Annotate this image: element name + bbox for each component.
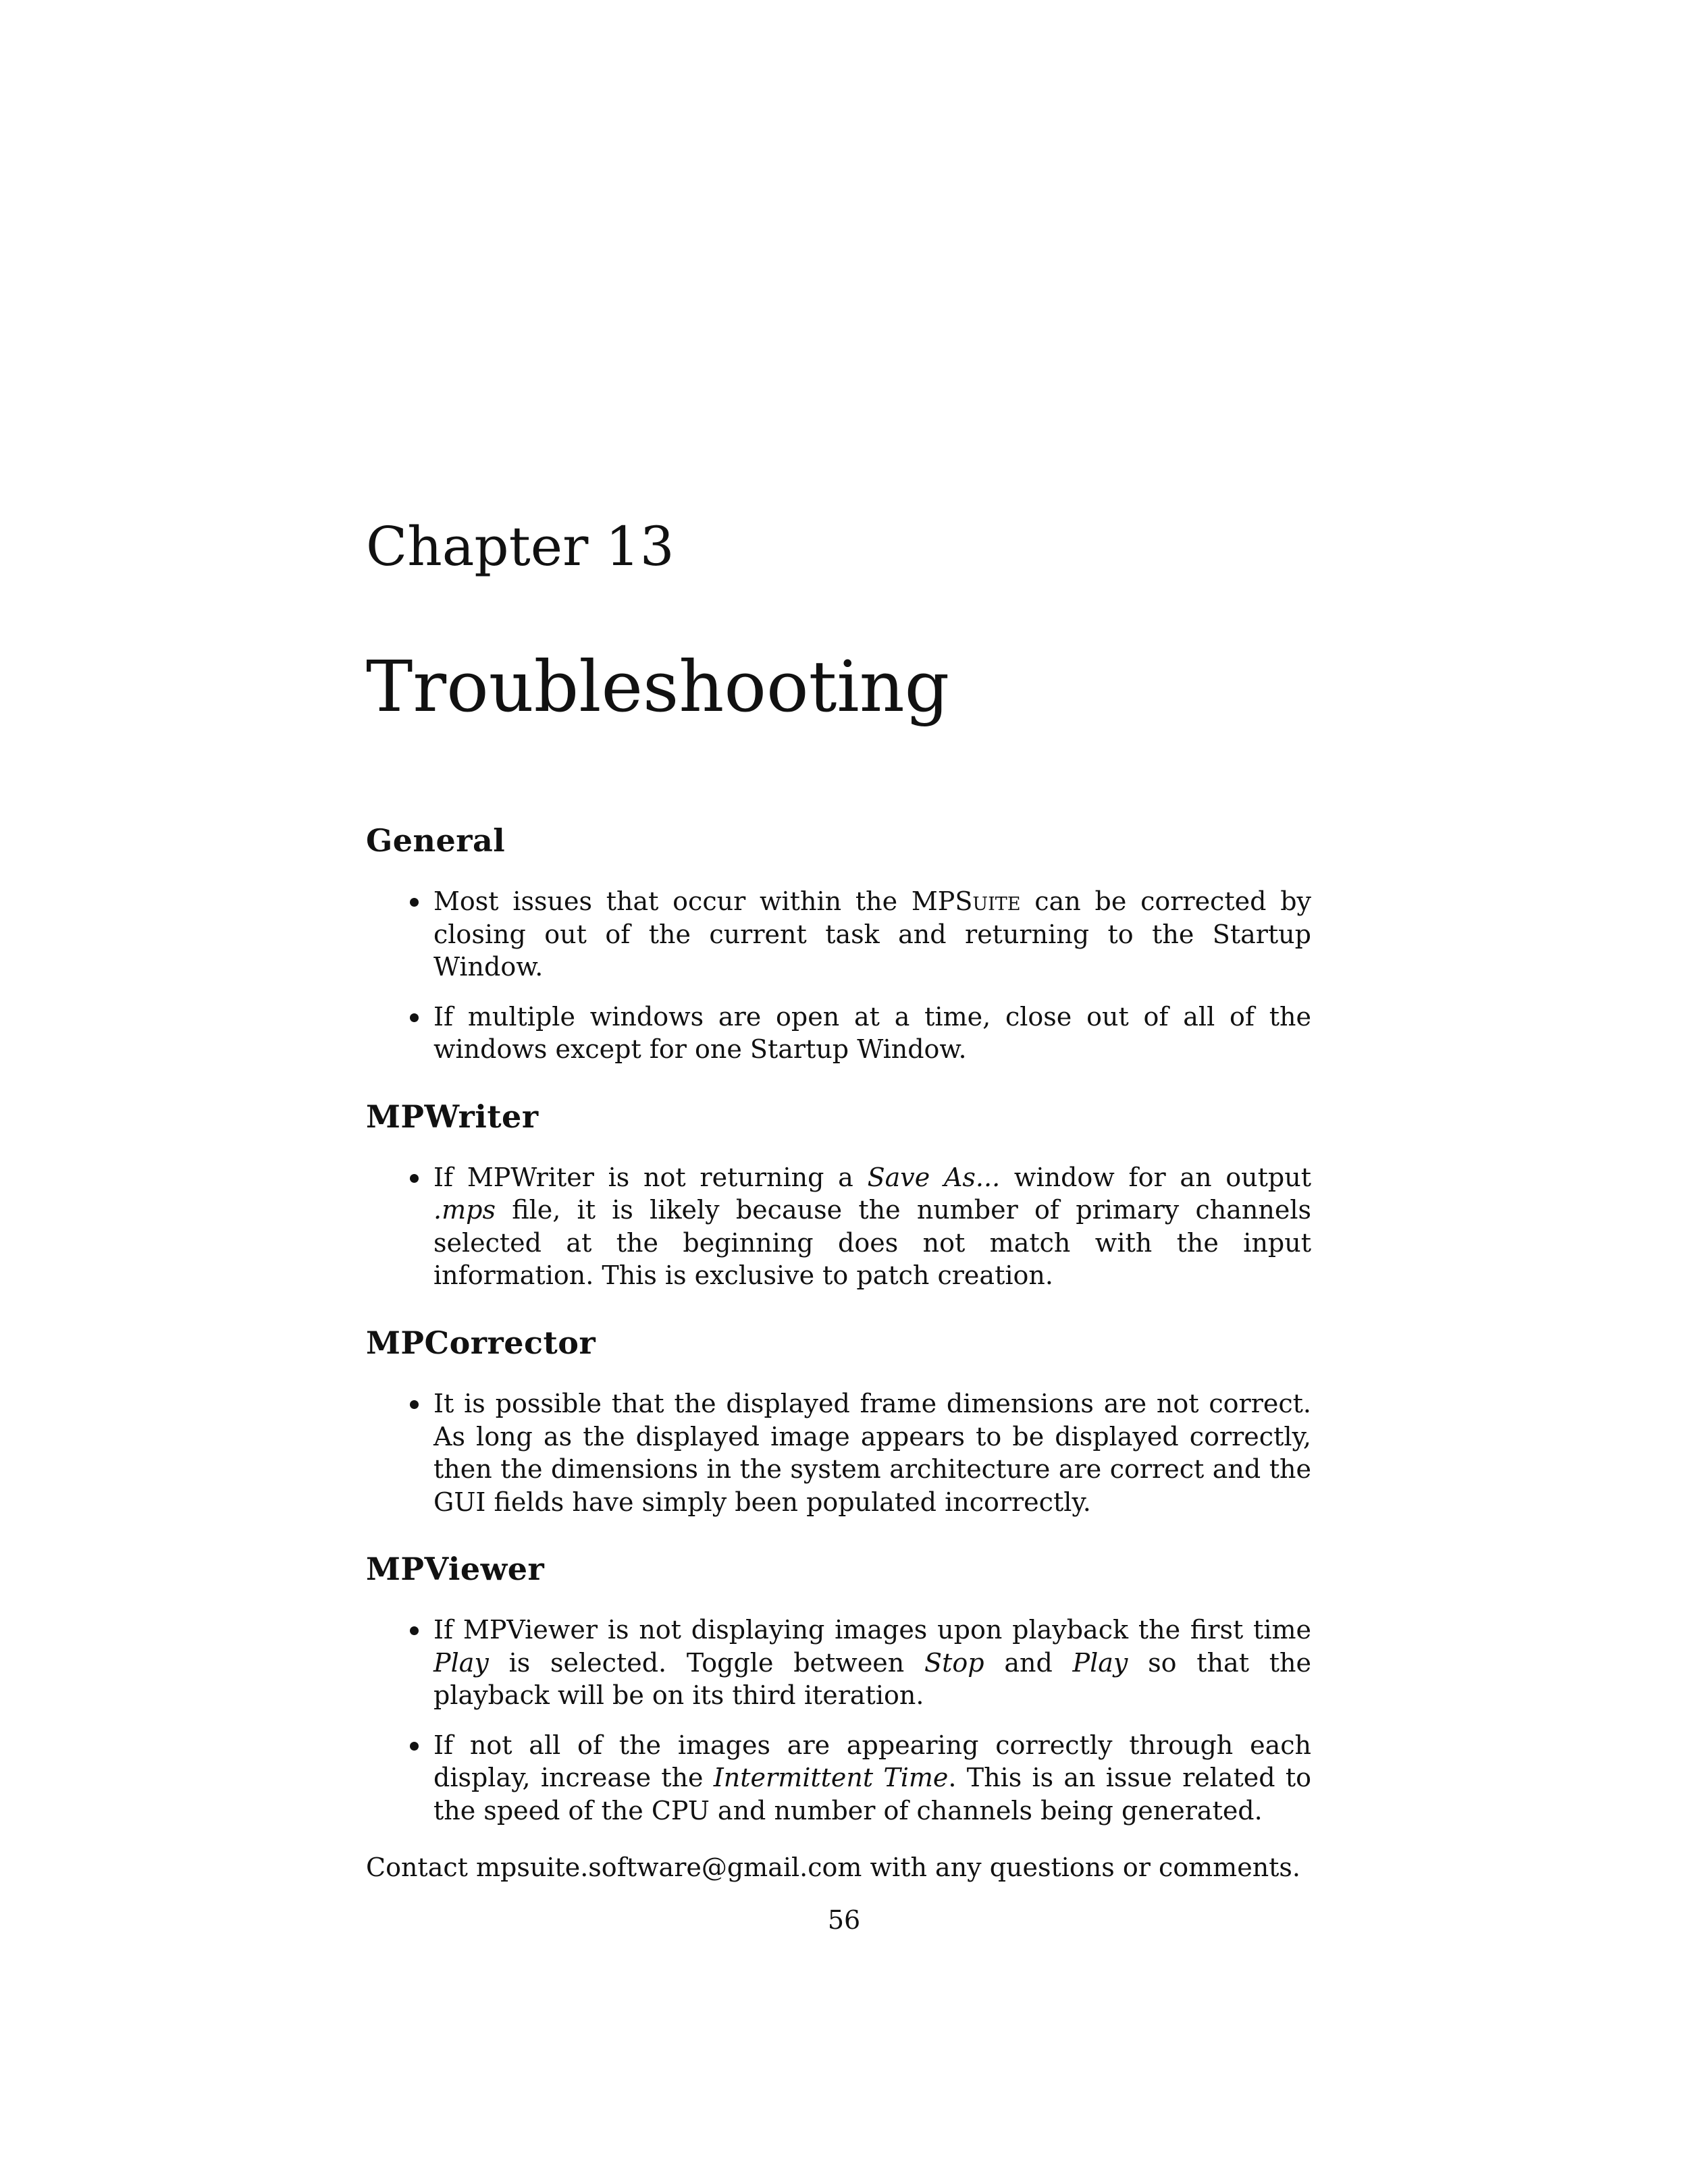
bullet-icon — [410, 898, 419, 907]
chapter-title: Troubleshooting — [366, 645, 950, 728]
brand-suite-text: Suite — [955, 886, 1021, 917]
section-heading-general: General — [366, 822, 506, 859]
contact-note: Contact mpsuite.software@gmail.com with any questions or comments. — [366, 1853, 1301, 1883]
list-item: If MPViewer is not displaying images upon playback the first time Play is selected. Toggle between Stop and Play so that the playback will be on its third iteration. — [366, 1614, 1311, 1712]
general-list — [366, 885, 1311, 1066]
bullet-icon — [410, 1626, 419, 1635]
section-heading-mpcorrector: MPCorrector — [366, 1324, 596, 1361]
list-item: If multiple windows are open at a time, close out of all of the windows except for one Startup Window. — [366, 1001, 1311, 1066]
list-item: If not all of the images are appearing correctly through each display, increase the Intermittent Time. This is an issue related to the speed of the CPU and number of channels being generated. — [366, 1729, 1311, 1828]
chapter-label: Chapter 13 — [366, 515, 675, 578]
mpcorrector-list — [366, 1387, 1311, 1518]
section-heading-mpviewer: MPViewer — [366, 1551, 545, 1588]
page-number: 56 — [827, 1905, 861, 1935]
list-item: Most issues that occur within the MPSuite can be corrected by closing out of the current task and returning to the Startup Window. — [366, 885, 1311, 984]
list-item: It is possible that the displayed frame dimensions are not correct. As long as the displayed image appears to be displayed correctly, then the dimensions in the system architecture are correct and the GUI fields have simply been populated incorrectly. — [366, 1387, 1311, 1518]
bullet-icon — [410, 1013, 419, 1022]
bullet-icon — [410, 1742, 419, 1751]
list-item: If MPWriter is not returning a Save As... window for an output .mps file, it is likely because the number of primary channels selected at the beginning does not match with the input information. This is exclusive to patch creation. — [366, 1161, 1311, 1292]
section-heading-mpwriter: MPWriter — [366, 1098, 539, 1135]
bullet-icon — [410, 1400, 419, 1409]
mpwriter-list — [366, 1161, 1311, 1292]
chapter-body — [366, 822, 1311, 1884]
mpviewer-list — [366, 1614, 1311, 1827]
bullet-icon — [410, 1174, 419, 1183]
